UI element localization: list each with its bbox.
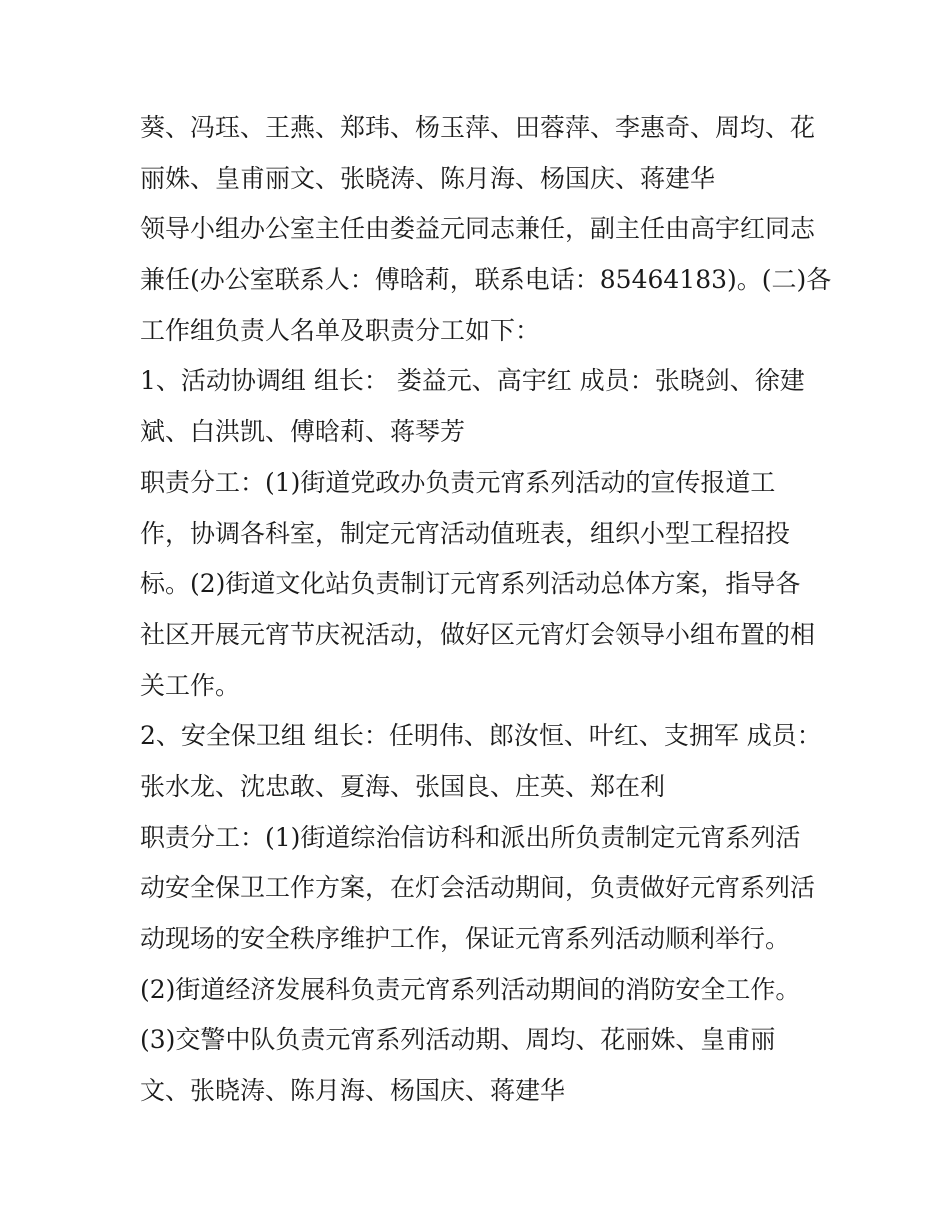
section-heading-1: 1、活动协调组 组长： 娄益元、高宇红 成员：张晓剑、徐建	[140, 366, 805, 396]
text-line: 工作组负责人名单及职责分工如下：	[140, 315, 541, 345]
text-line: 动现场的安全秩序维护工作，保证元宵系列活动顺利举行。	[140, 924, 791, 953]
text-line: 丽姝、皇甫丽文、张晓涛、陈月海、杨国庆、蒋建华	[140, 163, 716, 193]
text-line: 兼任(办公室联系人：傅晗莉，联系电话：85464183)。(二)各	[140, 265, 832, 295]
text-line: 斌、白洪凯、傅晗莉、蒋琴芳	[140, 417, 466, 447]
text-line: 张水龙、沈忠敢、夏海、张国良、庄英、郑在利	[140, 771, 666, 801]
text-line: 职责分工：(1)街道党政办负责元宵系列活动的宣传报道工	[140, 467, 776, 497]
text-line: (2)街道经济发展科负责元宵系列活动期间的消防安全工作。	[140, 974, 801, 1004]
text-line: 动安全保卫工作方案，在灯会活动期间，负责做好元宵系列活	[140, 873, 816, 903]
text-line: 文、张晓涛、陈月海、杨国庆、蒋建华	[140, 1076, 566, 1106]
text-line: 作，协调各科室，制定元宵活动值班表，组织小型工程招投	[140, 518, 791, 548]
text-line: 社区开展元宵节庆祝活动，做好区元宵灯会领导小组布置的相	[140, 619, 816, 649]
text-line: 领导小组办公室主任由娄益元同志兼任，副主任由高宇红同志	[140, 214, 816, 244]
section-heading-2: 2、安全保卫组 组长：任明伟、郎汝恒、叶红、支拥军 成员：	[140, 721, 822, 751]
text-line: 关工作。	[140, 670, 241, 700]
text-line: (3)交警中队负责元宵系列活动期、周均、花丽姝、皇甫丽	[140, 1025, 776, 1055]
text-line: 职责分工：(1)街道综治信访科和派出所负责制定元宵系列活	[140, 822, 801, 852]
document-body	[140, 103, 840, 1117]
text-line: 葵、冯珏、王燕、郑玮、杨玉萍、田蓉萍、李惠奇、周均、花	[140, 113, 816, 142]
text-line: 标。(2)街道文化站负责制订元宵系列活动总体方案，指导各	[140, 569, 801, 599]
